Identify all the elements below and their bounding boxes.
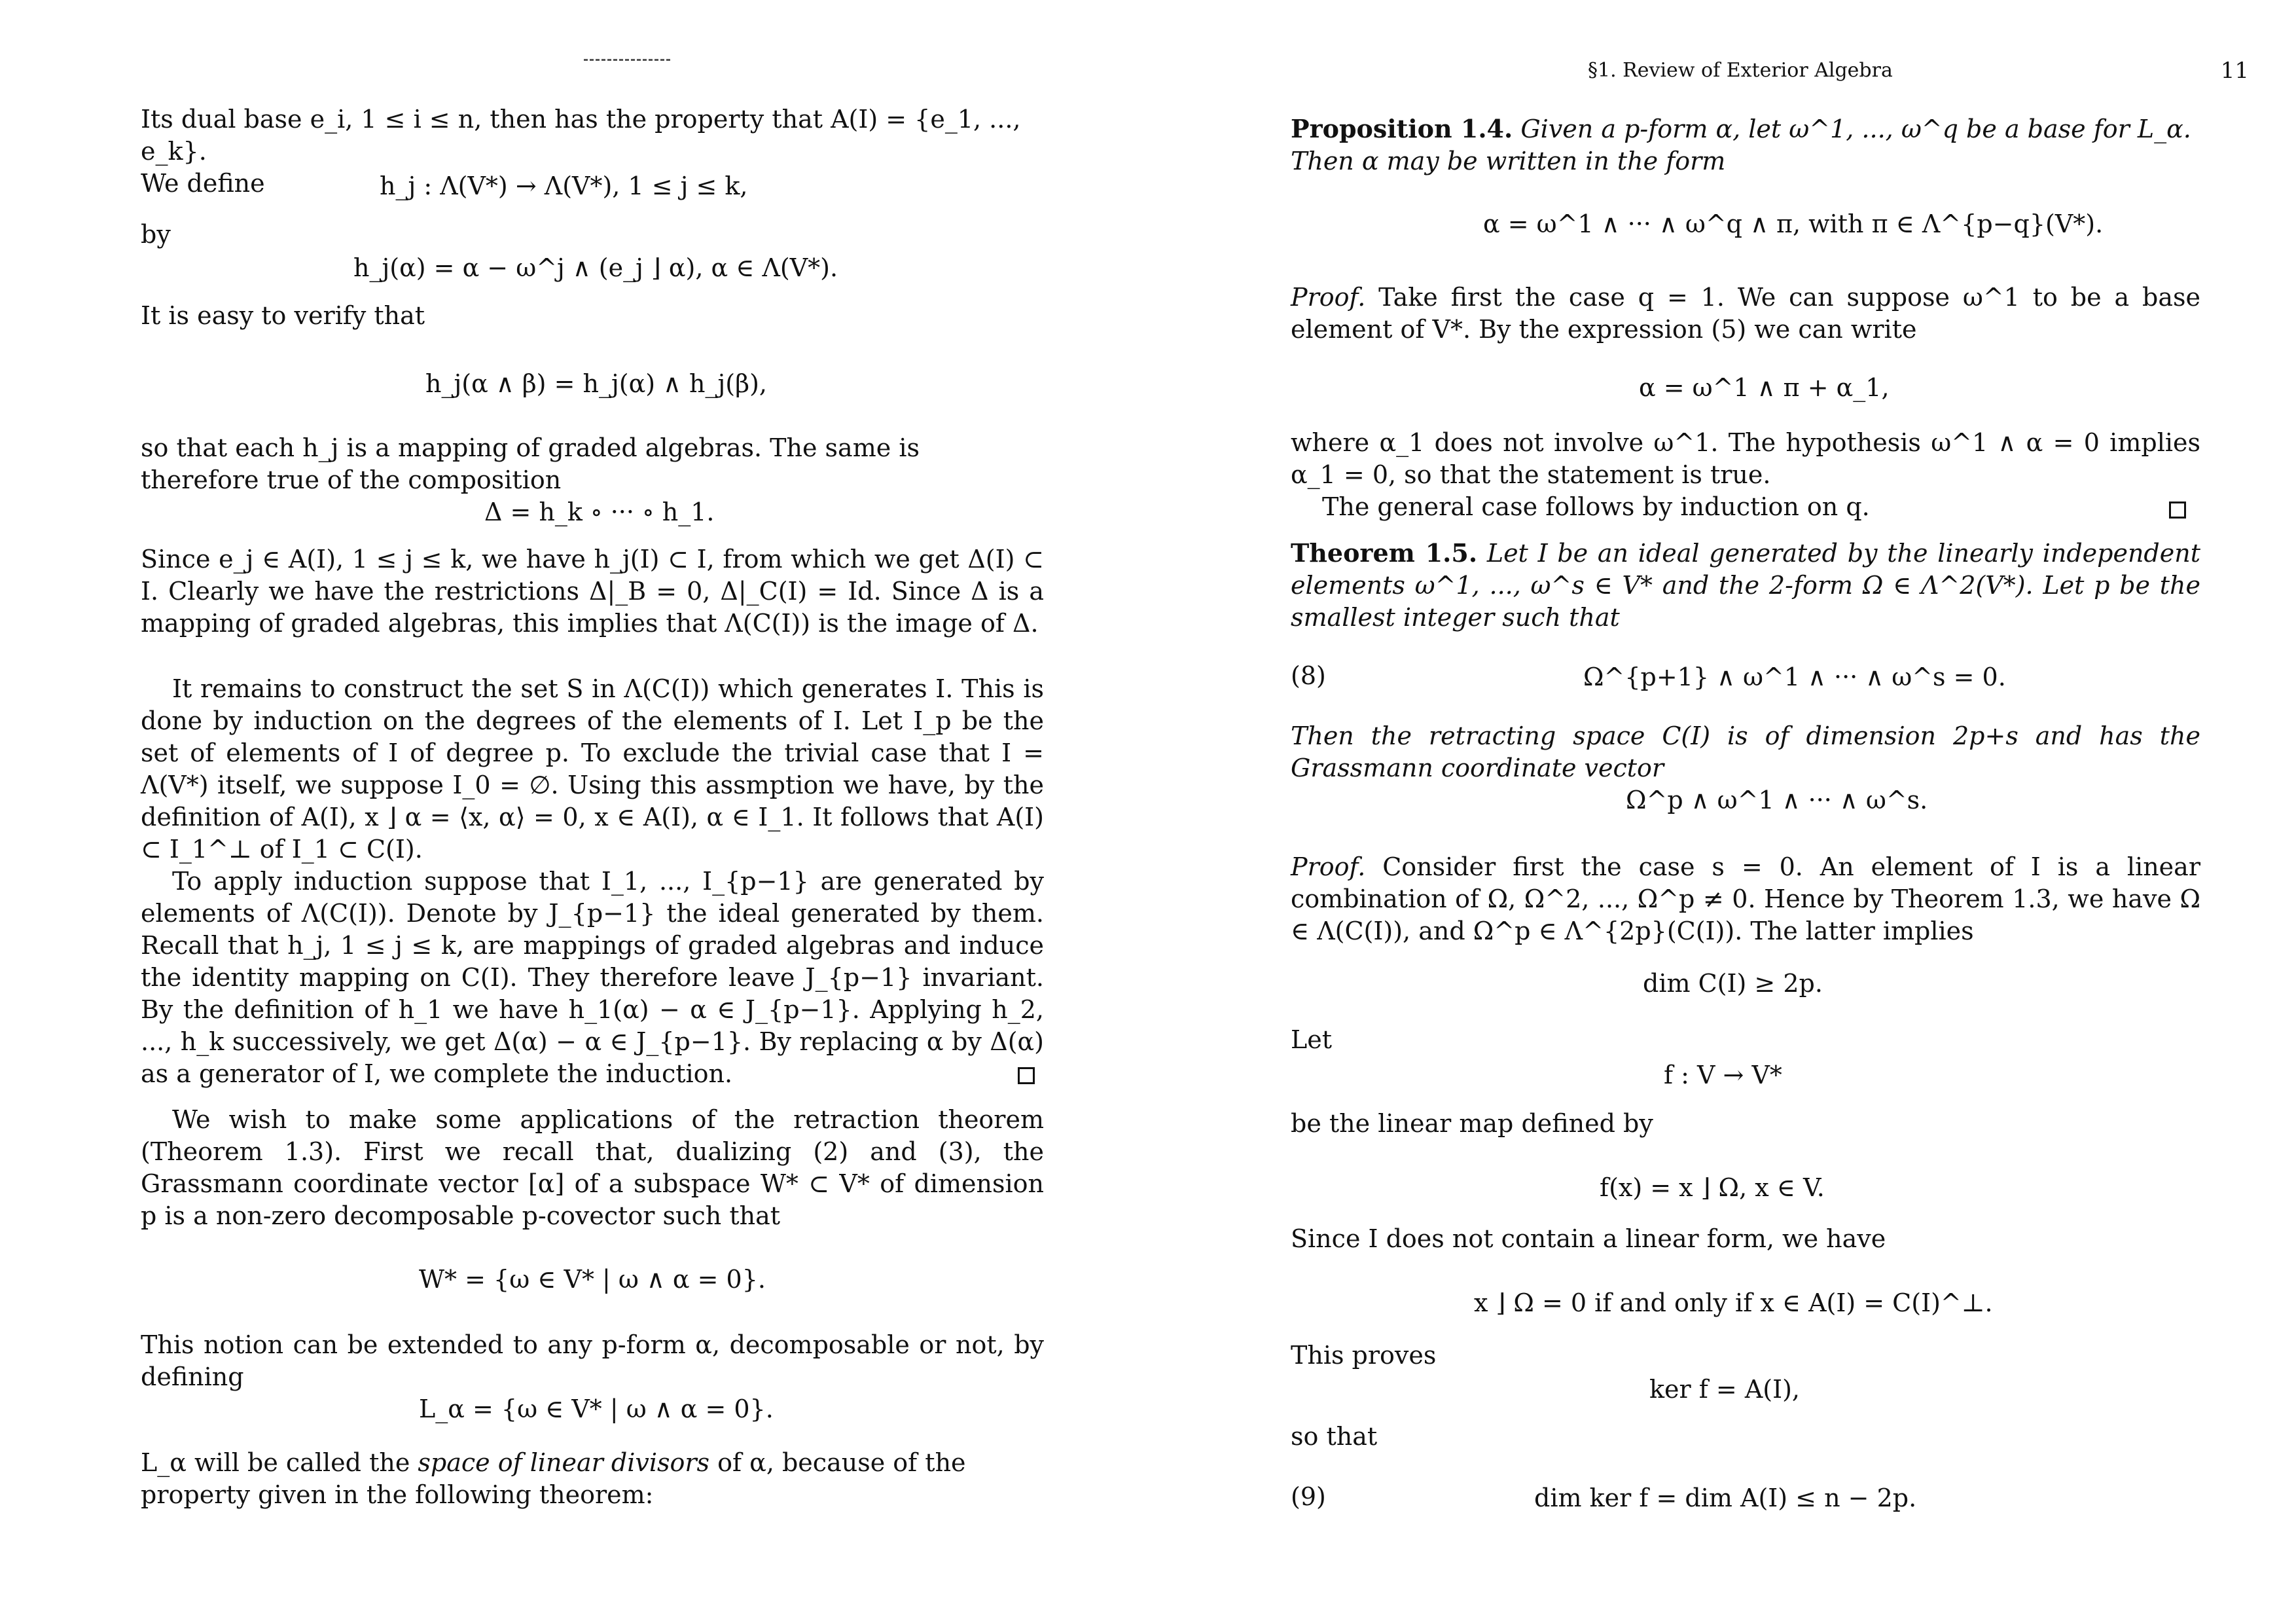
proposition-1-4 [1291,113,2200,177]
equation-ker-f: ker f = A(I), [1649,1375,1801,1404]
equation-grassmann-vector: Ω^p ∧ ω^1 ∧ ··· ∧ ω^s. [1626,786,1928,814]
text-linear-map-defined: be the linear map defined by [1291,1109,1653,1138]
text-this-proves: This proves [1291,1341,1437,1370]
equation-iff: x ⌋ Ω = 0 if and only if x ∈ A(I) = C(I)^⊥. [1474,1288,1993,1317]
proof-label: Proof. [1291,852,1366,881]
theorem-1-5 [1291,537,2200,634]
theorem-label: Theorem 1.5. [1291,538,1478,568]
equation-number-8: (8) [1291,661,1326,690]
paragraph-construct-set: It remains to construct the set S in Λ(C(I)) which generates I. This is done by induction on the degrees of the elements of I. Let I_p be the set of elements of I of degree p. To exclude the trivial case that I = Λ(V*) itself, we suppose I_0 = ∅. Using this assmption we have, by the definition of A(I), x ⌋ α = ⟨x, α⟩ = 0, x ∈ A(I), α ∈ I_1. It follows that A(I) ⊂ I_1^⊥ of I_1 ⊂ C(I). [141,674,1044,864]
paragraph-since-ej: Since e_j ∈ A(I), 1 ≤ j ≤ k, we have h_j(I) ⊂ I, from which we get Δ(I) ⊂ I. Clearly we have the restrictions Δ|_B = 0, Δ|_C(I) = Id. Since Δ is a mapping of graded algebras, this implies that Λ(C(I)) is the image of Δ. [141,545,1044,638]
proof-text-case-q1: Take first the case q = 1. We can suppose ω^1 to be a base element of V*. By the expression (5) we can write [1291,283,2200,344]
text-dual-base: Its dual base e_i, 1 ≤ i ≤ n, then has the property that A(I) = {e_1, ..., e_k}. [141,105,1021,166]
proof-text-case-s0: Consider first the case s = 0. An element of I is a linear combination of Ω, Ω^2, ..., Ω^p ≠ 0. Hence by Theorem 1.3, we have Ω ∈ Λ(C(I)), and Ω^p ∈ Λ^{2p}(C(I)). The latter implies [1291,852,2200,945]
page-top-rule [584,59,670,61]
running-header: §1. Review of Exterior Algebra [1588,59,1893,82]
proof-text-general-case: The general case follows by induction on q. [1322,492,1870,521]
paragraph-retraction-applications: We wish to make some applications of the retraction theorem (Theorem 1.3). First we recall that, dualizing (2) and (3), the Grassmann coordinate vector [α] of a subspace W* ⊂ V* of dimension p is a non-zero decomposable p-covector such that [141,1105,1044,1230]
text-since-no-linear-form: Since I does not contain a linear form, we have [1291,1224,1886,1253]
equation-hj-wedge: h_j(α ∧ β) = h_j(α) ∧ h_j(β), [425,369,767,398]
proof-prop-1-4 [1291,282,2200,346]
theorem-text: Let I be an ideal generated by the linearly independent elements ω^1, ..., ω^s ∈ V* and the 2-form Ω ∈ Λ^2(V*). Let p be the smallest integer such that [1291,539,2200,632]
equation-alpha-omega-pi: α = ω^1 ∧ π + α_1, [1639,373,1890,402]
qed-square [2169,501,2186,519]
equation-f-x: f(x) = x ⌋ Ω, x ∈ V. [1600,1173,1825,1202]
equation-8: Ω^{p+1} ∧ ω^1 ∧ ··· ∧ ω^s = 0. [1583,663,2006,691]
equation-dim-ci: dim C(I) ≥ 2p. [1643,969,1823,998]
equation-alpha-form: α = ω^1 ∧ ··· ∧ ω^q ∧ π, with π ∈ Λ^{p−q}(V*). [1483,210,2104,238]
paragraph-linear-divisors [141,1447,1044,1511]
equation-delta-composition: Δ = h_k ∘ ··· ∘ h_1. [484,498,715,526]
proposition-label: Proposition 1.4. [1291,114,1513,143]
equation-number-9: (9) [1291,1482,1326,1511]
equation-hj-alpha: h_j(α) = α − ω^j ∧ (e_j ⌋ α), α ∈ Λ(V*). [353,253,838,282]
paragraph-apply-induction [141,866,1044,1090]
right-page [1148,0,2296,1623]
paragraph-graded-algebras: so that each h_j is a mapping of graded algebras. The same is therefore true of the composition [141,433,920,494]
equation-9: dim ker f = dim A(I) ≤ n − 2p. [1534,1484,1917,1512]
proof-text-alpha1: where α_1 does not involve ω^1. The hypothesis ω^1 ∧ α = 0 implies α_1 = 0, so that the statement is true. [1291,428,2200,489]
theorem-conclusion: Then the retracting space C(I) is of dimension 2p+s and has the Grassmann coordinate vector [1291,721,2200,782]
text-we-define: We define [141,169,265,198]
text-following-theorem: of α, because of the property given in the following theorem: [141,1448,966,1509]
proposition-text: Given a p-form α, let ω^1, ..., ω^q be a base for L_α. Then α may be written in the form [1291,115,2191,175]
paragraph-extended-notion: This notion can be extended to any p-form α, decomposable or not, by defining [141,1330,1044,1391]
text-l-alpha-called: L_α will be called the [141,1448,418,1477]
proof-theorem-1-5 [1291,851,2200,947]
text-so-that: so that [1291,1422,1378,1451]
text-by: by [141,220,171,249]
text-let: Let [1291,1025,1332,1054]
equation-w-star: W* = {ω ∈ V* | ω ∧ α = 0}. [419,1265,766,1294]
equation-f-map: f : V → V* [1664,1061,1782,1089]
proof-label: Proof. [1291,283,1366,312]
text-easy-verify: It is easy to verify that [141,301,425,330]
equation-l-alpha: L_α = {ω ∈ V* | ω ∧ α = 0}. [419,1395,774,1423]
text-apply-induction: To apply induction suppose that I_1, ..., I_{p−1} are generated by elements of Λ(C(I)). Denote by J_{p−1} the ideal generated by them. Recall that h_j, 1 ≤ j ≤ k, are mappings of graded algebras and induce the identity mapping on C(I). They therefore leave J_{p−1} invariant. By the definition of h_1 we have h_1(α) − α ∈ J_{p−1}. Applying h_2, ..., h_k successively, we get Δ(α) − α ∈ J_{p−1}. By replacing α by Δ(α) as a generator of I, we complete the induction. [141,867,1044,1088]
equation-hj-def: h_j : Λ(V*) → Λ(V*), 1 ≤ j ≤ k, [380,172,748,200]
qed-square [1018,1067,1035,1084]
page-number: 11 [2220,58,2249,84]
text-space-of-linear-divisors: space of linear divisors [418,1448,710,1477]
